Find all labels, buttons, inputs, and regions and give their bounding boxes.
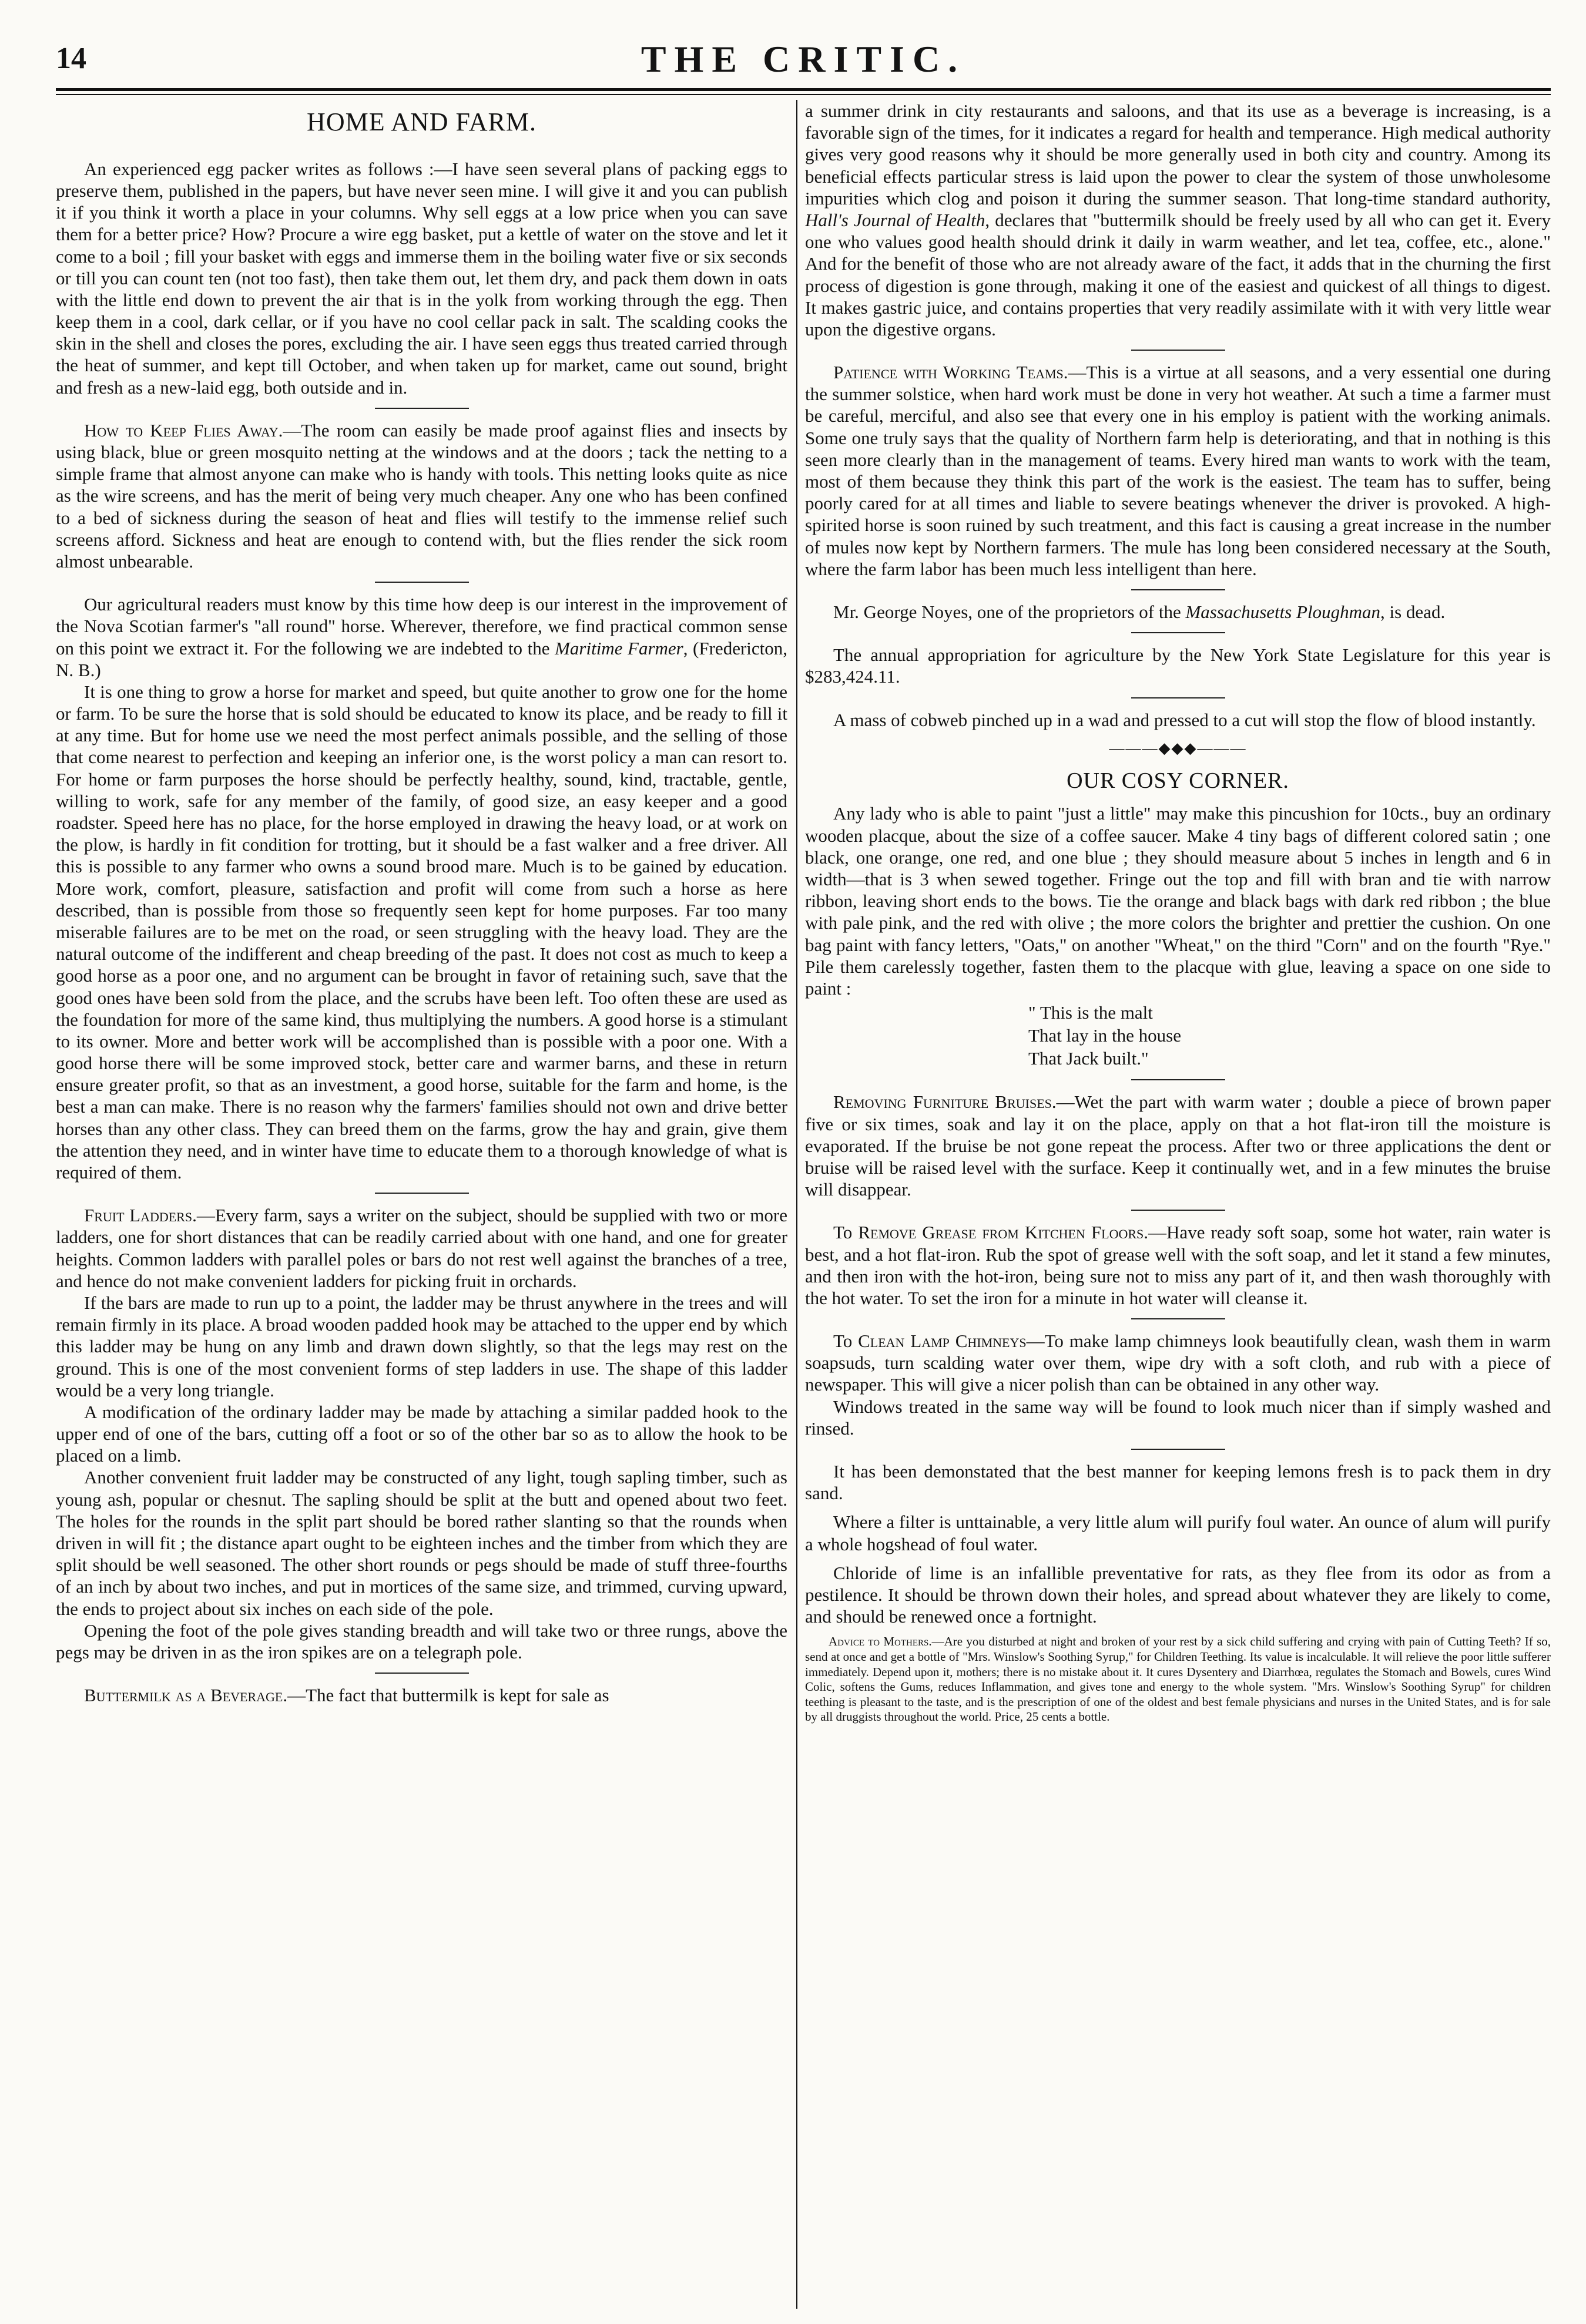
left-column <box>56 100 787 2309</box>
header-rule-thin <box>56 94 1551 95</box>
advert-title: Advice to Mothers. <box>829 1634 932 1649</box>
spacer <box>805 1504 1551 1511</box>
column-divider <box>796 100 797 2309</box>
article-buttermilk-continued <box>805 100 1551 340</box>
lamp-title: Clean Lamp Chimneys <box>858 1331 1027 1352</box>
article-patience-teams <box>805 361 1551 580</box>
spacer <box>805 1627 1551 1634</box>
article-windows: Windows treated in the same way will be found to look much nicer than if simply washed and rinsed. <box>805 1396 1551 1439</box>
article-grease <box>805 1221 1551 1309</box>
separator-rule <box>375 1193 469 1194</box>
lamp-intro: To <box>833 1331 853 1352</box>
article-furniture-bruises <box>805 1091 1551 1200</box>
advert-body: —Are you disturbed at night and broken of your rest by a sick child suffering and crying with pain of Cutting Teeth? If so, send at once and get a bottle of "Mrs. Winslow's Soothing Syrup," for Children Teething. Its value is incalculable. It will relieve the poor little sufferer immediately. Depend upon it, mothers; there is no mistake about it. It cures Dysentery and Diarrhœa, regulates the Stomach and Bowels, cures Wind Colic, softens the Gums, reduces Inflammation, and gives tone and energy to the whole system. "Mrs. Winslow's Soothing Syrup" for children teething is pleasant to the taste, and is the prescription of one of the oldest and best female physicians and nurses in the United States, and is for sale by all druggists throughout the world. Price, 25 cents a bottle. <box>805 1634 1551 1724</box>
fruit-ladders-p2: If the bars are made to run up to a point, the ladder may be thrust anywhere in the trees and will remain firmly in its place. A broad wooden padded hook may be attached to the upper end by which this ladder may be hung on any limb and drawn down slightly, so that the legs may rest on the ground. This is one of the most convenient forms of step ladders in use. The shape of this ladder would be a very long triangle. <box>56 1292 787 1401</box>
patience-body: —This is a virtue at all seasons, and a very essential one during the summer solstice, when hard work must be done in very hot weather. At such a time a farmer must be careful, merciful, and also see that every one in his employ is patient with the working animals. Some one truly says that the quality of Northern farm help is deteriorating, and that in nothing is this seen more clearly than in the management of teams. Every hired man wants to work with the team, most of them because they think this part of the work is the easiest. The team has to suffer, being poorly cared for at all times and liable to severe beatings whenever the driver is provoked. A high-spirited horse is soon ruined by such treatment, and this fact is causing a great increase in the number of mules now kept by Northern farmers. The mule has long been considered necessary at the South, where the farm labor has been much less intelligent than here. <box>805 362 1551 579</box>
fruit-ladders-p5: Opening the foot of the pole gives standing breadth and will take two or three rungs, above the pegs may be driven in as the iron spikes are on a telegraph pole. <box>56 1620 787 1663</box>
ornament-divider: ———◆◆◆——— <box>1109 739 1247 757</box>
article-horse-body: It is one thing to grow a horse for market and speed, but quite another to grow one for the home or farm. To be sure the horse that is sold should be educated to know its place, and be ready to fill it at any time. But for home use we need the most perfect animals possible, and the selling of those that come nearest to perfection and keeping an inferior one, is the worst policy a man can resort to. For home or farm purposes the horse should be perfectly healthy, sound, kind, tractable, gentle, willing to work, safe for any member of the family, of good size, an easy keeper and a good roadster. Speed here has no place, for the horse employed in drawing the heavy load, or at work on the plow, is hardly in fit condition for trotting, but it should be a fast walker and a free driver. All this is possible to any farmer who owns a sound brood mare. Much is to be gained by education. More work, comfort, pleasure, satisfaction and profit will come from such a horse as here described, than is possible from those so frequently seen kept for home purposes. Far too many miserable failures are to be met on the road, or seen struggling with the heavy load. They are the natural outcome of the indifferent and cheap breeding of the past. It does not cost as much to keep a good horse as a poor one, and no argument can be brought in favor of retaining such, save that the good ones have been sold from the place, and the scrubs have been left. Too often these are used as the foundation for more of the same kind, thus multiplying the numbers. A good horse is a stimulant to its owner. More and better work will be accomplished than is possible with a poor one. With a good horse there will be some improved stock, better care and warmer barns, and these in return ensure greater profit, so that as an investment, a good horse, suitable for the farm and home, is the best a man can make. There is no reason why the farmers' families should not own and drive better horses than any other class. They can breed them on the farms, grow the hay and grain, give them the attention they need, and in winter have time to educate them to a thorough knowledge of what is required of them. <box>56 681 787 1183</box>
article-horse-intro <box>56 593 787 681</box>
section-heading-home-and-farm: HOME AND FARM. <box>307 108 537 136</box>
separator-rule <box>375 582 469 583</box>
notice-noyes <box>805 601 1551 623</box>
notice-appropriation: The annual appropriation for agriculture by the New York State Legislature for this year is $283,424.11. <box>805 644 1551 687</box>
separator-rule <box>1131 350 1225 351</box>
masthead: THE CRITIC. <box>641 38 966 80</box>
right-column <box>805 100 1551 2309</box>
buttermilk-start-text: —The fact that buttermilk is kept for sale as <box>287 1685 609 1706</box>
poem-line: " This is the malt <box>1028 1002 1153 1023</box>
article-pincushion: Any lady who is able to paint "just a little" may make this pincushion for 10cts., buy an ordinary wooden placque, about the size of a coffee saucer. Make 4 tiny bags of different colored satin ; one black, one orange, one red, and one blue ; they should measure about 5 inches in length and 6 in width—that is 3 when sewed together. Fringe out the top and fill with bran and tie with narrow ribbon, leaving short ends to the bows. Tie the orange and black bags with dark red ribbon ; the blue with pale pink, and the red with olive ; the more colors the brighter and prettier the cushion. On one bag paint with fancy letters, "Oats," on another "Wheat," on the third "Corn" and on the fourth "Rye." Pile them carelessly together, fasten them to the placque with glue, leaving a space on one side to paint : <box>805 803 1551 999</box>
notice-cobweb: A mass of cobweb pinched up in a wad and pressed to a cut will stop the flow of blood instantly. <box>833 709 1536 730</box>
separator-rule <box>1131 1449 1225 1450</box>
noyes-b: , is dead. <box>1380 601 1446 622</box>
horse-source-tail: , (Fredericton, N. B.) <box>56 637 787 680</box>
fruit-ladders-title: Fruit Ladders. <box>84 1205 197 1226</box>
article-flies <box>56 419 787 572</box>
patience-title: Patience with Working Teams. <box>833 362 1068 383</box>
bruises-title: Removing Furniture Bruises. <box>833 1092 1057 1113</box>
fruit-ladders-p1: —Every farm, says a writer on the subject, should be supplied with two or more ladders, one for short distances that can be readily carried about with one hand, and one for greater heights. Common ladders with parallel poles or bars do not rest well against the branches of a tree, and hence do not make convenient ladders for picking fruit in orchards. <box>56 1205 787 1291</box>
grease-body: —Have ready soft soap, some hot water, rain water is best, and a hot flat-iron. Rub the spot of grease well with the soft soap, and let it stand a few minutes, and then iron with the hot-iron, being sure not to miss any part of it, and then wash thoroughly with the hot water. To set the iron for a minute in hot water will cleanse it. <box>805 1222 1551 1308</box>
article-flies-title: How to Keep Flies Away. <box>84 419 283 441</box>
separator-rule <box>375 1673 469 1674</box>
separator-rule <box>1131 632 1225 633</box>
buttermilk-cont-b: , declares that "buttermilk should be freely used by all who can get it. Every one who values good health should drink it daily in warm weather, and let tea, coffee, etc., alone." And for the benefit of those who are not already aware of the fact, it adds that in the churning the first process of digestion is gone through, making it one of the easiest and quickest of all things to digest. It makes gastric juice, and contains properties that very readily assimilate with it with very little wear upon the digestive organs. <box>805 209 1551 340</box>
article-egg-packing: An experienced egg packer writes as follows :—I have seen several plans of packing eggs to preserve them, published in the papers, but have never seen mine. I will give it and you can publish it if you think it worth a place in your columns. Why sell eggs at a low price when you can save them for a better price? How? Procure a wire egg basket, put a kettle of water on the stove and let it come to a boil ; fill your basket with eggs and immerse them in the boiling water five or six seconds or till you can count ten (not too fast), then take them out, let them dry, and pack them down in oats with the little end down to prevent the air that is in the yolk from working through the egg. Then keep them in a cool, dark cellar, or if you have no cool cellar pack in salt. The scalding cooks the skin in the shell and closes the pores, excluding the air. I have seen eggs thus treated carried through the heat of summer, and kept till October, and when taken up for market, came out sound, bright and fresh as a new-laid egg, both outside and in. <box>56 158 787 398</box>
fruit-ladders-p3: A modification of the ordinary ladder may be made by attaching a similar padded hook to the upper end of one of the bars, cutting off a foot or so of the other bar so as to allow the hook to be placed on a limb. <box>56 1401 787 1466</box>
fruit-ladders-p4: Another convenient fruit ladder may be constructed of any light, tough sapling timber, such as young ash, popular or chesnut. The sapling should be split at the butt and opened about two feet. The holes for the rounds in the split part should be bored rather slanting so that the rounds when driven in will fit ; the distance apart ought to be eighteen inches and the timber from which they are split should be well seasoned. The other short rounds or pegs should be made of stuff three-fourths of an inch by about two inches, and put in mortices of the same size, and trimmed, curving upward, the ends to project about six inches on each side of the pole. <box>56 1467 787 1619</box>
article-lamp-chimneys <box>805 1330 1551 1396</box>
notice-alum: Where a filter is unttainable, a very little alum will purify foul water. An ounce of alum will purify a whole hogshead of foul water. <box>805 1512 1551 1554</box>
spacer <box>805 1555 1551 1562</box>
article-fruit-ladders <box>56 1204 787 1292</box>
article-flies-body: —The room can easily be made proof against flies and insects by using black, blue or green mosquito netting at the windows and at the doors ; tack the netting to a simple frame that almost anyone can make who is handy with tools. This netting looks quite as nice as the wire screens, and has the merit of being very much cheaper. Any one who has been confined to a bed of sickness during the season of heat and flies will testify to the immense relief such screens afford. Sickness and heat are enough to contend with, but the flies render the sick room almost unbearable. <box>56 419 787 572</box>
page-header <box>56 35 1551 88</box>
separator-rule <box>1131 1318 1225 1319</box>
notice-chloride: Chloride of lime is an infallible preventative for rats, as they flee from its odor as from a pestilence. It should be thrown down their holes, and spread about whatever they are likely to come, and should be renewed once a fortnight. <box>805 1562 1551 1627</box>
page-number: 14 <box>56 42 86 75</box>
lamp-body: —To make lamp chimneys look beautifully clean, wash them in warm soapsuds, turn scalding water over them, wipe dry with a soft cloth, and rub with a piece of newspaper. This will give a nicer polish than can be obtained in any other way. <box>805 1331 1551 1395</box>
separator-rule <box>1131 697 1225 698</box>
separator-rule <box>1131 589 1225 590</box>
noyes-a: Mr. George Noyes, one of the proprietors of the <box>833 601 1181 622</box>
section-heading-cosy-corner: OUR COSY CORNER. <box>1067 768 1289 793</box>
horse-intro-text: Our agricultural readers must know by this time how deep is our interest in the improvement of the Nova Scotian farmer's "all round" horse. Wherever, therefore, we find practical common sense on this point we extract it. For the following we are indebted to the <box>56 594 787 659</box>
advertisement-winslow <box>805 1634 1551 1725</box>
article-buttermilk-start <box>56 1684 787 1706</box>
buttermilk-cont-a: a summer drink in city restaurants and saloons, and that its use as a beverage is increasing, is a favorable sign of the times, for it indicates a regard for health and temperance. High medical authority gives very good reasons why it should be more generally used in both city and country. Among its beneficial effects particular stress is laid upon the power to clear the system of those unwholesome impurities which clog and poison it during the summer season. That long-time standard authority, <box>805 100 1551 209</box>
notice-lemons: It has been demonstated that the best manner for keeping lemons fresh is to pack them in dry sand. <box>805 1461 1551 1504</box>
grease-intro: To <box>833 1222 853 1243</box>
separator-rule <box>375 408 469 409</box>
separator-rule <box>1131 1210 1225 1211</box>
poem-line: That Jack built." <box>1028 1047 1149 1069</box>
halls-journal-title: Hall's Journal of Health <box>805 209 985 230</box>
separator-rule <box>1131 1079 1225 1080</box>
ploughman-title: Massachusetts Ploughman <box>1185 601 1380 622</box>
poem-line: That lay in the house <box>1028 1025 1181 1046</box>
poem-verse <box>805 1002 1551 1070</box>
horse-source-title: Maritime Farmer <box>555 637 683 659</box>
bruises-body: —Wet the part with warm water ; double a piece of brown paper five or six times, soak and lay it on the place, apply on that a hot flat-iron till the moisture is evaporated. If the bruise be not gone repeat the process. After two or three applications the dent or bruise will be raised level with the surface. Keep it continually wet, and in a few minutes the bruise will disappear. <box>805 1092 1551 1200</box>
advert-text <box>805 1634 1551 1725</box>
header-rule-thick <box>56 88 1551 91</box>
buttermilk-title: Buttermilk as a Beverage. <box>84 1685 288 1706</box>
grease-title: Remove Grease from Kitchen Floors. <box>858 1222 1149 1243</box>
